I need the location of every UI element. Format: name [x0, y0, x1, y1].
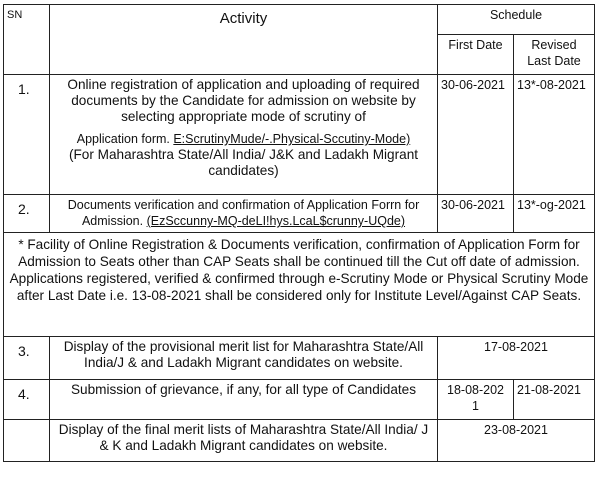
row1-activity [50, 75, 438, 195]
table-row-4 [4, 380, 595, 420]
row1-text-b-underlined: E:ScrutinyMude/-.Physical-Sccutiny-Mode) [173, 132, 411, 146]
row2-first-date [438, 195, 514, 233]
row4-text: Submission of grievance, if any, for all type of Candidates [70, 382, 417, 397]
revised-header-line2: Last Date [527, 54, 581, 68]
revised-last-date-header [514, 35, 595, 75]
row1-text-c: (For Maharashtra State/All India/ J&K and Ladakh Migrant candidates) [68, 147, 419, 178]
row3-activity [50, 337, 438, 380]
sn-header-text: SN [7, 9, 23, 21]
row1-text-b [53, 131, 434, 147]
row2-text-b-underlined: (EzSccunny-MQ-deLI!hys.LcaL$crunny-UQde) [146, 214, 406, 228]
schedule-table [3, 4, 595, 462]
schedule-header-text: Schedule [489, 8, 543, 22]
row3-sn [4, 337, 50, 380]
activity-header [50, 5, 438, 75]
row2-last-date [514, 195, 595, 233]
row4-last-date [514, 380, 595, 420]
table-row-3 [4, 337, 595, 380]
row3-date-text: 17-08-2021 [484, 340, 548, 354]
first-date-header [438, 35, 514, 75]
row4-last-date-text: 21-08-2021 [517, 383, 581, 397]
row5-date [438, 420, 595, 462]
row1-last-date-text: 13*-08-2021 [517, 78, 586, 92]
row4-first-date-line2: 1 [472, 399, 479, 413]
row2-text-a: Documents verification and confirmation of Application Forrn for Admission. [67, 198, 420, 228]
row4-sn-text: 4. [18, 386, 30, 402]
table-row-2 [4, 195, 595, 233]
row1-last-date [514, 75, 595, 195]
revised-header-line1: Revised [531, 38, 577, 52]
note-text: * Facility of Online Registration & Documents verification, confirmation of Application Form for Admission to Seats other than CAP Seats shall be continued till the Cut off date of admission. Applications registered, verified & confirmed through e-Scrutiny Mode or Physical Scrutiny Mode after Last Date i.e. 13-08-2021 shall be considered only for Institute Level/Against CAP Seats. [9, 237, 589, 303]
header-row [4, 5, 595, 35]
row2-first-date-text: 30-06-2021 [441, 198, 505, 212]
row2-sn [4, 195, 50, 233]
row1-first-date-text: 30-06-2021 [441, 78, 505, 92]
row1-text-a: Online registration of application and uploading of required documents by the Candidate for admission on website by selecting appropriate mode of scrutiny of [67, 77, 420, 124]
table-row-5 [4, 420, 595, 462]
row4-activity [50, 380, 438, 420]
row4-first-date-line1: 18-08-202 [447, 383, 504, 397]
row5-activity [50, 420, 438, 462]
row5-sn [4, 420, 50, 462]
row2-sn-text: 2. [18, 201, 30, 217]
row2-activity [50, 195, 438, 233]
row3-date [438, 337, 595, 380]
row3-text: Display of the provisional merit list for Maharashtra State/All India/J & and Ladakh Migrant candidates on website. [63, 339, 424, 370]
table-row-1 [4, 75, 595, 195]
row2-last-date-text: 13*-og-2021 [517, 198, 586, 212]
row4-first-date [438, 380, 514, 420]
schedule-header [438, 5, 595, 35]
row1-sn-text: 1. [18, 81, 30, 97]
row1-text-b-prefix: Application form. [76, 132, 174, 146]
row5-date-text: 23-08-2021 [484, 423, 548, 437]
sn-header [4, 5, 50, 75]
activity-header-text: Activity [219, 10, 268, 27]
row3-sn-text: 3. [18, 343, 30, 359]
note-cell [4, 233, 595, 337]
row1-first-date [438, 75, 514, 195]
row5-text: Display of the final merit lists of Maharashtra State/All India/ J & K and Ladakh Migrant candidates on website. [58, 422, 429, 453]
row4-sn [4, 380, 50, 420]
row1-sn [4, 75, 50, 195]
first-date-header-text: First Date [448, 38, 503, 52]
note-row [4, 233, 595, 337]
